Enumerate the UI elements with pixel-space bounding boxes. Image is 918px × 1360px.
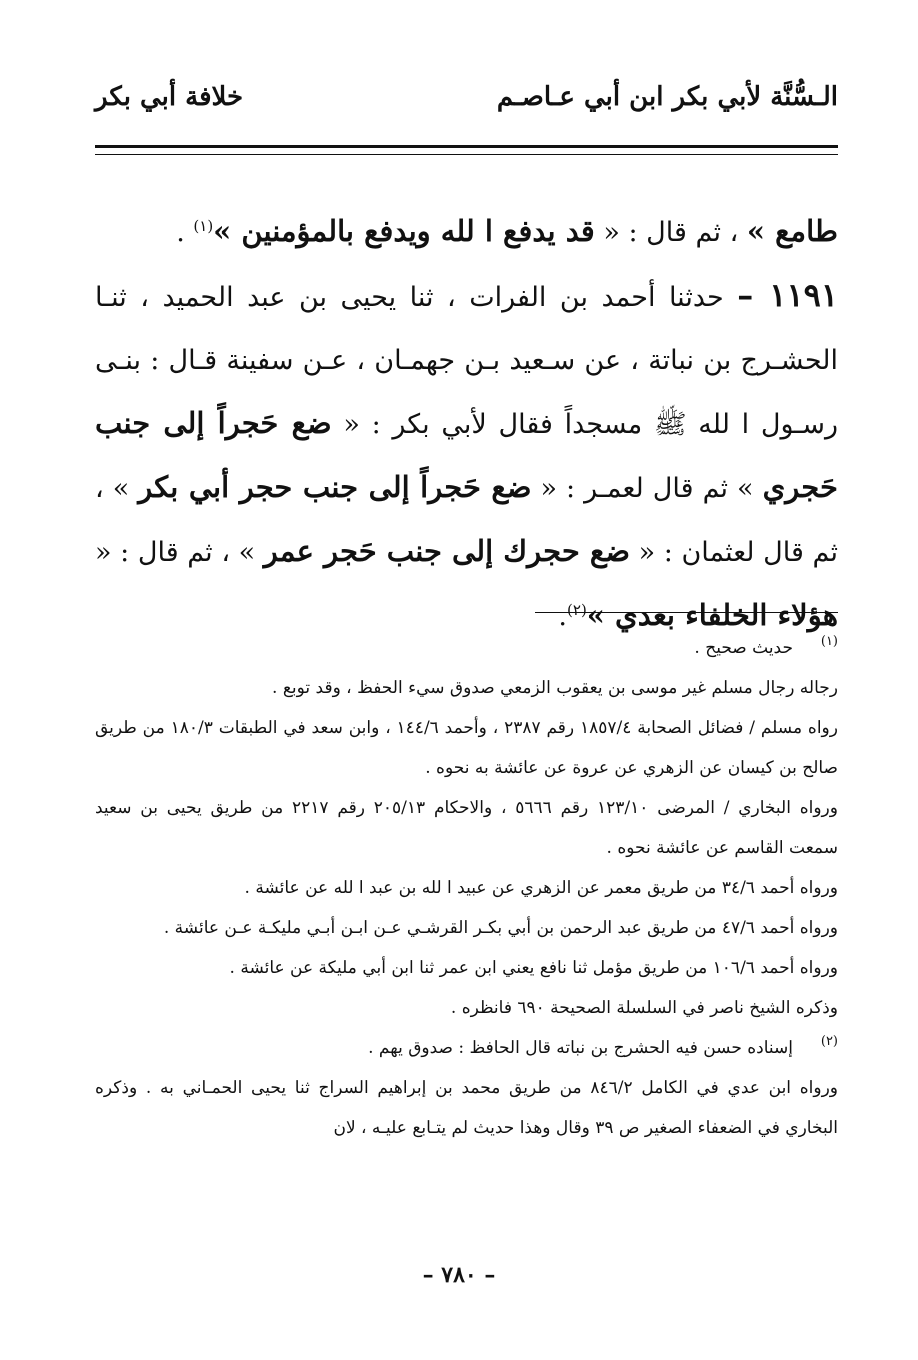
footnote-body (95, 628, 838, 1028)
footnote-line: رجاله رجال مسلم غير موسى بن يعقوب الزمعي صدوق سيء الحفظ ، وقد توبع . (272, 678, 838, 698)
footnote-body (95, 1028, 839, 1148)
footnote-ref: (٢) (567, 601, 587, 619)
prophetic-quote: هؤلاء الخلفاء بعدي » (586, 598, 838, 632)
text: » ، ثم قال : « (95, 537, 256, 568)
footnote-line: ورواه أحمد ١٠٦/٦ من طريق مؤمل ثنا نافع يعني ابن عمر ثنا ابن أبي مليكة عن عائشة . (229, 958, 838, 978)
footnote-line: إسناده حسن فيه الحشرج بن نباته قال الحافظ : صدوق يهم . (368, 1038, 793, 1058)
book-title: الـسُّنَّة لأبي بكر ابن أبي عـاصـم (496, 82, 838, 112)
header-rule-thin (95, 154, 838, 155)
bold-text: طامع » (746, 214, 838, 248)
footnote-line: ورواه أحمد ٤٧/٦ من طريق عبد الرحمن بن أبي بكـر القرشـي عـن ابـن أبـي مليكـة عـن عائشة . (163, 918, 838, 938)
footnote-ref: (١) (193, 217, 214, 235)
footnote-2 (95, 1028, 838, 1148)
footnote-line: رواه مسلم / فضائل الصحابة ١٨٥٧/٤ رقم ٢٣٨٧ ، وأحمد ١٤٤/٦ ، وابن سعد في الطبقات ١٨٠/٣ من طريق صالح بن كيسان عن الزهري عن عروة عن عائشة به نحوه . (95, 718, 838, 778)
text: . (176, 217, 185, 248)
continuation-paragraph (95, 200, 838, 264)
text: » ثم قال لعمـر : « (540, 473, 754, 504)
prophetic-quote: ضع حَجراً إلى جنب حَجري (95, 406, 838, 504)
chapter-title: خلافة أبي بكر (95, 82, 244, 112)
main-text (95, 200, 838, 648)
isnad-text: حدثنا أحمد بن الفرات ، ثنا يحيى بن عبد الحميد ، ثنـا الحشـرج بن نباتة ، عن سـعيد بـن جهمـان ، عـن سفينة قـال : بنـى رسـول ا لله ﷺ مسجداً فقال لأبي بكر : « (95, 282, 838, 440)
footnote-line: ورواه البخاري / المرضى ١٢٣/١٠ رقم ٥٦٦٦ ، والاحكام ٢٠٥/١٣ رقم ٢٢١٧ من طريق يحيى بن سعيد سمعت القاسم عن عائشة نحوه . (95, 798, 838, 858)
header-rule-thick (95, 145, 838, 148)
page-number: – ٧٨٠ – (422, 1262, 496, 1288)
footnote-mark: (٢) (820, 1034, 838, 1049)
text: . (558, 601, 568, 632)
hadith-number: ١١٩١ – (737, 276, 839, 314)
text: » ، ثم قال لعثمان : « (95, 473, 839, 568)
prophetic-quote: قد يدفع ا لله ويدفع بالمؤمنين » (213, 214, 595, 248)
footnote-line: حديث صحيح . (694, 638, 793, 658)
footnote-line: ورواه ابن عدي في الكامل ٨٤٦/٢ من طريق محمد بن إبراهيم السراج ثنا يحيى الحمـاني به . وذكره البخاري في الضعفاء الصغير ص ٣٩ وقال وهذا حديث لم يتـابع عليـه ، لان (95, 1078, 839, 1138)
footnote-separator (535, 612, 838, 613)
footnotes (95, 628, 838, 1148)
footnote-mark: (١) (820, 634, 838, 649)
footnote-line: وذكره الشيخ ناصر في السلسلة الصحيحة ٦٩٠ فانظره . (450, 998, 838, 1018)
hadith-paragraph (95, 264, 838, 648)
page-header (95, 72, 838, 122)
footnote-line: ورواه أحمد ٣٤/٦ من طريق معمر عن الزهري عن عبيد ا لله بن عبد ا لله عن عائشة . (244, 878, 838, 898)
footnote-1 (95, 628, 838, 1028)
text: ، ثم قال : « (603, 217, 739, 248)
prophetic-quote: ضع حَجراً إلى جنب حجر أبي بكر (138, 470, 532, 504)
prophetic-quote: ضع حجرك إلى جنب حَجر عمر (263, 534, 630, 568)
